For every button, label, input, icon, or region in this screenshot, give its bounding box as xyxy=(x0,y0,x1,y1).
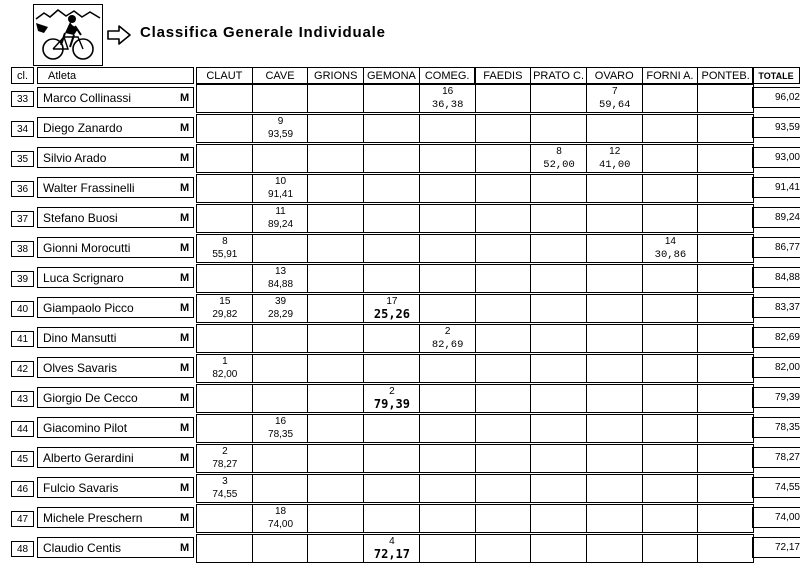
stage-cell xyxy=(252,234,309,263)
stage-cell xyxy=(475,234,532,263)
stage-cell xyxy=(586,264,643,293)
stage-cell xyxy=(586,414,643,443)
total-cell: 78,35 xyxy=(752,417,800,438)
stage-position: 2 xyxy=(389,386,395,397)
athlete-name: Gionni Morocutti xyxy=(43,241,131,255)
rank-cell: 46 xyxy=(11,481,34,497)
stage-cell xyxy=(530,174,587,203)
header-stage: GRIONS xyxy=(307,67,364,84)
stage-position: 3 xyxy=(222,476,228,487)
stage-cell xyxy=(530,354,587,383)
total-cell: 83,37 xyxy=(752,297,800,318)
stage-cell xyxy=(697,384,754,413)
stage-cell xyxy=(252,144,309,173)
athlete-cell xyxy=(37,207,194,228)
stage-cell xyxy=(697,534,754,563)
stage-cell xyxy=(196,534,253,563)
stage-cell xyxy=(363,264,420,293)
stage-cell xyxy=(307,324,364,353)
stage-cell xyxy=(196,504,253,533)
stage-points: 30,86 xyxy=(654,249,687,261)
stage-points: 79,39 xyxy=(373,397,410,411)
stage-points: 91,41 xyxy=(268,189,294,200)
rank-cell: 36 xyxy=(11,181,34,197)
stage-cell xyxy=(530,444,587,473)
stage-cell xyxy=(475,114,532,143)
athlete-cell xyxy=(37,537,194,558)
stage-position: 39 xyxy=(274,296,287,307)
stage-cell xyxy=(363,294,420,323)
stage-cell xyxy=(642,114,699,143)
stage-position: 16 xyxy=(274,416,287,427)
stage-cell xyxy=(196,114,253,143)
stage-cell xyxy=(530,114,587,143)
total-cell: 74,55 xyxy=(752,477,800,498)
stage-cell xyxy=(586,324,643,353)
stage-position: 13 xyxy=(274,266,287,277)
stage-cell xyxy=(530,384,587,413)
athlete-name: Walter Frassinelli xyxy=(43,181,135,195)
stage-cell xyxy=(196,354,253,383)
stage-cell xyxy=(475,534,532,563)
rank-cell: 39 xyxy=(11,271,34,287)
stage-cell xyxy=(475,474,532,503)
stage-cell xyxy=(419,414,476,443)
stage-position: 1 xyxy=(222,356,228,367)
rank-cell: 47 xyxy=(11,511,34,527)
athlete-cell xyxy=(37,327,194,348)
stage-position: 10 xyxy=(274,176,287,187)
stage-cell xyxy=(363,84,420,113)
stage-cell xyxy=(642,204,699,233)
header-rank: cl. xyxy=(11,67,34,84)
stage-cell xyxy=(642,144,699,173)
stage-cell xyxy=(586,534,643,563)
stage-cell xyxy=(419,174,476,203)
athlete-name: Dino Mansutti xyxy=(43,331,117,345)
stage-cell xyxy=(307,534,364,563)
stage-cell xyxy=(363,174,420,203)
total-cell: 74,00 xyxy=(752,507,800,528)
stage-position: 14 xyxy=(664,236,676,247)
athlete-gender: M xyxy=(180,212,190,224)
stage-cell xyxy=(475,354,532,383)
stage-cell xyxy=(419,114,476,143)
stage-cell xyxy=(697,354,754,383)
stage-cell xyxy=(586,294,643,323)
stage-cell xyxy=(307,234,364,263)
stage-cell xyxy=(475,324,532,353)
total-cell: 72,17 xyxy=(752,537,800,558)
stage-cell xyxy=(363,414,420,443)
stage-cell xyxy=(642,384,699,413)
stage-cell xyxy=(419,294,476,323)
stage-cell xyxy=(586,174,643,203)
arrow-right-icon xyxy=(106,24,132,46)
stage-position: 2 xyxy=(222,446,228,457)
header-athlete: Atleta xyxy=(37,67,194,84)
stage-cell xyxy=(307,444,364,473)
stage-cell xyxy=(530,294,587,323)
athlete-name: Olves Savaris xyxy=(43,361,118,375)
total-cell: 79,39 xyxy=(752,387,800,408)
stage-cell xyxy=(307,114,364,143)
stage-cell xyxy=(642,354,699,383)
stage-cell xyxy=(307,84,364,113)
athlete-gender: M xyxy=(180,452,190,464)
stage-cell xyxy=(363,204,420,233)
stage-points: 36,38 xyxy=(431,99,464,111)
stage-points: 55,91 xyxy=(212,249,238,260)
stage-cell xyxy=(196,474,253,503)
athlete-name: Giampaolo Picco xyxy=(43,301,134,315)
stage-cell xyxy=(642,264,699,293)
athlete-cell xyxy=(37,417,194,438)
stage-cell xyxy=(697,114,754,143)
stage-cell xyxy=(307,474,364,503)
stage-cell xyxy=(530,234,587,263)
rank-cell: 38 xyxy=(11,241,34,257)
stage-cell xyxy=(530,504,587,533)
header-stage: PRATO C. xyxy=(530,67,587,84)
stage-points: 41,00 xyxy=(598,159,631,171)
stage-cell xyxy=(586,354,643,383)
stage-cell xyxy=(363,324,420,353)
athlete-name: Claudio Centis xyxy=(43,541,122,555)
stage-cell xyxy=(419,84,476,113)
header-stage: COMEG. xyxy=(419,67,476,84)
total-cell: 78,27 xyxy=(752,447,800,468)
athlete-name: Silvio Arado xyxy=(43,151,107,165)
stage-cell xyxy=(530,534,587,563)
stage-cell xyxy=(419,384,476,413)
rank-cell: 34 xyxy=(11,121,34,137)
stage-cell xyxy=(196,264,253,293)
athlete-cell xyxy=(37,177,194,198)
stage-cell xyxy=(252,324,309,353)
stage-points: 78,27 xyxy=(212,459,238,470)
stage-position: 12 xyxy=(609,146,621,157)
stage-cell xyxy=(252,114,309,143)
stage-cell xyxy=(586,474,643,503)
stage-cell xyxy=(196,384,253,413)
stage-cell xyxy=(697,294,754,323)
stage-cell xyxy=(252,84,309,113)
stage-cell xyxy=(252,384,309,413)
stage-cell xyxy=(530,144,587,173)
athlete-name: Giacomino Pilot xyxy=(43,421,128,435)
athlete-gender: M xyxy=(180,182,190,194)
stage-cell xyxy=(642,474,699,503)
athlete-cell xyxy=(37,297,194,318)
athlete-cell xyxy=(37,477,194,498)
stage-points: 74,00 xyxy=(268,519,294,530)
athlete-gender: M xyxy=(180,422,190,434)
stage-points: 72,17 xyxy=(373,547,410,561)
stage-cell xyxy=(419,144,476,173)
stage-cell xyxy=(642,504,699,533)
athlete-name: Fulcio Savaris xyxy=(43,481,119,495)
stage-cell xyxy=(475,384,532,413)
page-title: Classifica Generale Individuale xyxy=(140,24,386,41)
stage-position: 11 xyxy=(275,206,286,217)
stage-position: 8 xyxy=(222,236,228,247)
rank-cell: 43 xyxy=(11,391,34,407)
athlete-gender: M xyxy=(180,152,190,164)
stage-cell xyxy=(252,174,309,203)
athlete-cell xyxy=(37,237,194,258)
athlete-cell xyxy=(37,357,194,378)
stage-points: 25,26 xyxy=(373,307,410,321)
athlete-name: Michele Preschern xyxy=(43,511,143,525)
stage-cell xyxy=(697,204,754,233)
stage-cell xyxy=(363,234,420,263)
stage-position: 18 xyxy=(274,506,287,517)
stage-position: 15 xyxy=(219,296,231,307)
stage-cell xyxy=(642,84,699,113)
header-stage: CLAUT xyxy=(196,67,253,84)
athlete-cell xyxy=(37,147,194,168)
rank-cell: 37 xyxy=(11,211,34,227)
stage-cell xyxy=(642,414,699,443)
rank-cell: 33 xyxy=(11,91,34,107)
stage-cell xyxy=(697,84,754,113)
total-cell: 91,41 xyxy=(752,177,800,198)
stage-cell xyxy=(196,294,253,323)
stage-cell xyxy=(252,414,309,443)
stage-cell xyxy=(419,444,476,473)
stage-cell xyxy=(475,504,532,533)
stage-cell xyxy=(530,474,587,503)
stage-cell xyxy=(475,414,532,443)
stage-cell xyxy=(196,234,253,263)
stage-cell xyxy=(196,444,253,473)
header-stage: GEMONA xyxy=(363,67,420,84)
stage-cell xyxy=(475,204,532,233)
header-stage: PONTEB. xyxy=(697,67,754,84)
stage-cell xyxy=(697,474,754,503)
stage-position: 7 xyxy=(611,86,618,97)
stage-cell xyxy=(419,354,476,383)
stage-cell xyxy=(697,174,754,203)
stage-cell xyxy=(530,264,587,293)
stage-cell xyxy=(697,264,754,293)
stage-cell xyxy=(252,474,309,503)
stage-cell xyxy=(475,84,532,113)
stage-cell xyxy=(307,414,364,443)
athlete-gender: M xyxy=(180,392,190,404)
stage-points: 82,00 xyxy=(212,369,238,380)
stage-points: 89,24 xyxy=(268,219,294,230)
stage-cell xyxy=(586,144,643,173)
athlete-gender: M xyxy=(180,122,190,134)
stage-cell xyxy=(196,84,253,113)
stage-cell xyxy=(475,264,532,293)
stage-points: 28,29 xyxy=(268,309,294,320)
stage-position: 17 xyxy=(386,296,398,307)
athlete-cell xyxy=(37,87,194,108)
stage-position: 4 xyxy=(389,536,395,547)
stage-cell xyxy=(697,414,754,443)
stage-cell xyxy=(419,324,476,353)
stage-cell xyxy=(419,204,476,233)
athlete-name: Giorgio De Cecco xyxy=(43,391,138,405)
stage-cell xyxy=(307,294,364,323)
header-stage: FORNI A. xyxy=(642,67,699,84)
athlete-cell xyxy=(37,117,194,138)
athlete-gender: M xyxy=(180,332,190,344)
stage-cell xyxy=(307,204,364,233)
header-total: TOTALE xyxy=(752,67,800,84)
stage-cell xyxy=(419,474,476,503)
stage-cell xyxy=(363,144,420,173)
athlete-name: Luca Scrignaro xyxy=(43,271,124,285)
rank-cell: 41 xyxy=(11,331,34,347)
stage-cell xyxy=(196,204,253,233)
stage-cell xyxy=(307,174,364,203)
stage-cell xyxy=(530,414,587,443)
stage-cell xyxy=(642,444,699,473)
stage-points: 82,69 xyxy=(431,339,464,351)
stage-cell xyxy=(363,534,420,563)
cyclist-logo-icon xyxy=(33,4,103,66)
stage-cell xyxy=(586,204,643,233)
athlete-gender: M xyxy=(180,272,190,284)
stage-points: 78,35 xyxy=(268,429,294,440)
stage-cell xyxy=(252,294,309,323)
athlete-name: Stefano Buosi xyxy=(43,211,118,225)
stage-cell xyxy=(363,474,420,503)
stage-cell xyxy=(642,234,699,263)
stage-cell xyxy=(252,354,309,383)
total-cell: 93,00 xyxy=(752,147,800,168)
stage-cell xyxy=(642,174,699,203)
athlete-gender: M xyxy=(180,362,190,374)
header-stage: CAVE xyxy=(252,67,309,84)
stage-cell xyxy=(697,234,754,263)
total-cell: 96,02 xyxy=(752,87,800,108)
stage-cell xyxy=(419,234,476,263)
stage-cell xyxy=(586,504,643,533)
stage-cell xyxy=(586,234,643,263)
stage-cell xyxy=(307,264,364,293)
athlete-gender: M xyxy=(180,92,190,104)
stage-cell xyxy=(586,384,643,413)
total-cell: 82,69 xyxy=(752,327,800,348)
stage-cell xyxy=(642,324,699,353)
stage-points: 84,88 xyxy=(268,279,294,290)
stage-cell xyxy=(363,504,420,533)
stage-cell xyxy=(307,144,364,173)
stage-cell xyxy=(252,204,309,233)
athlete-cell xyxy=(37,507,194,528)
header-stage: FAEDIS xyxy=(475,67,532,84)
athlete-name: Diego Zanardo xyxy=(43,121,123,135)
stage-position: 16 xyxy=(442,86,454,97)
athlete-cell xyxy=(37,267,194,288)
stage-cell xyxy=(586,444,643,473)
stage-cell xyxy=(196,414,253,443)
athlete-name: Marco Collinassi xyxy=(43,91,132,105)
stage-cell xyxy=(475,294,532,323)
stage-cell xyxy=(196,144,253,173)
stage-points: 29,82 xyxy=(212,309,238,320)
stage-cell xyxy=(252,444,309,473)
stage-cell xyxy=(475,174,532,203)
stage-cell xyxy=(530,204,587,233)
stage-cell xyxy=(419,264,476,293)
stage-cell xyxy=(363,444,420,473)
stage-cell xyxy=(363,114,420,143)
stage-cell xyxy=(697,444,754,473)
total-cell: 84,88 xyxy=(752,267,800,288)
total-cell: 93,59 xyxy=(752,117,800,138)
stage-cell xyxy=(196,174,253,203)
stage-cell xyxy=(196,324,253,353)
stage-cell xyxy=(530,324,587,353)
stage-position: 2 xyxy=(444,326,451,337)
stage-cell xyxy=(252,534,309,563)
athlete-gender: M xyxy=(180,482,190,494)
rank-cell: 35 xyxy=(11,151,34,167)
total-cell: 82,00 xyxy=(752,357,800,378)
stage-position: 8 xyxy=(556,146,562,157)
header-stage: OVARO xyxy=(586,67,643,84)
stage-cell xyxy=(363,384,420,413)
stage-position: 9 xyxy=(277,116,284,127)
stage-cell xyxy=(530,84,587,113)
rank-cell: 40 xyxy=(11,301,34,317)
total-cell: 89,24 xyxy=(752,207,800,228)
stage-cell xyxy=(475,444,532,473)
stage-cell xyxy=(642,534,699,563)
stage-cell xyxy=(252,504,309,533)
stage-cell xyxy=(475,144,532,173)
stage-cell xyxy=(307,504,364,533)
rank-cell: 48 xyxy=(11,541,34,557)
athlete-cell xyxy=(37,447,194,468)
stage-cell xyxy=(307,384,364,413)
rank-cell: 44 xyxy=(11,421,34,437)
stage-points: 74,55 xyxy=(212,489,238,500)
athlete-gender: M xyxy=(180,512,190,524)
athlete-gender: M xyxy=(180,302,190,314)
stage-cell xyxy=(363,354,420,383)
stage-cell xyxy=(697,504,754,533)
stage-cell xyxy=(419,504,476,533)
rank-cell: 42 xyxy=(11,361,34,377)
stage-cell xyxy=(307,354,364,383)
rank-cell: 45 xyxy=(11,451,34,467)
stage-cell xyxy=(642,294,699,323)
stage-cell xyxy=(697,324,754,353)
stage-cell xyxy=(419,534,476,563)
stage-cell xyxy=(697,144,754,173)
stage-cell xyxy=(252,264,309,293)
stage-points: 59,64 xyxy=(598,99,631,111)
total-cell: 86,77 xyxy=(752,237,800,258)
athlete-gender: M xyxy=(180,242,190,254)
athlete-gender: M xyxy=(180,542,190,554)
athlete-cell xyxy=(37,387,194,408)
stage-points: 93,59 xyxy=(268,129,294,140)
stage-points: 52,00 xyxy=(543,159,575,171)
athlete-name: Alberto Gerardini xyxy=(43,451,134,465)
stage-cell xyxy=(586,84,643,113)
stage-cell xyxy=(586,114,643,143)
